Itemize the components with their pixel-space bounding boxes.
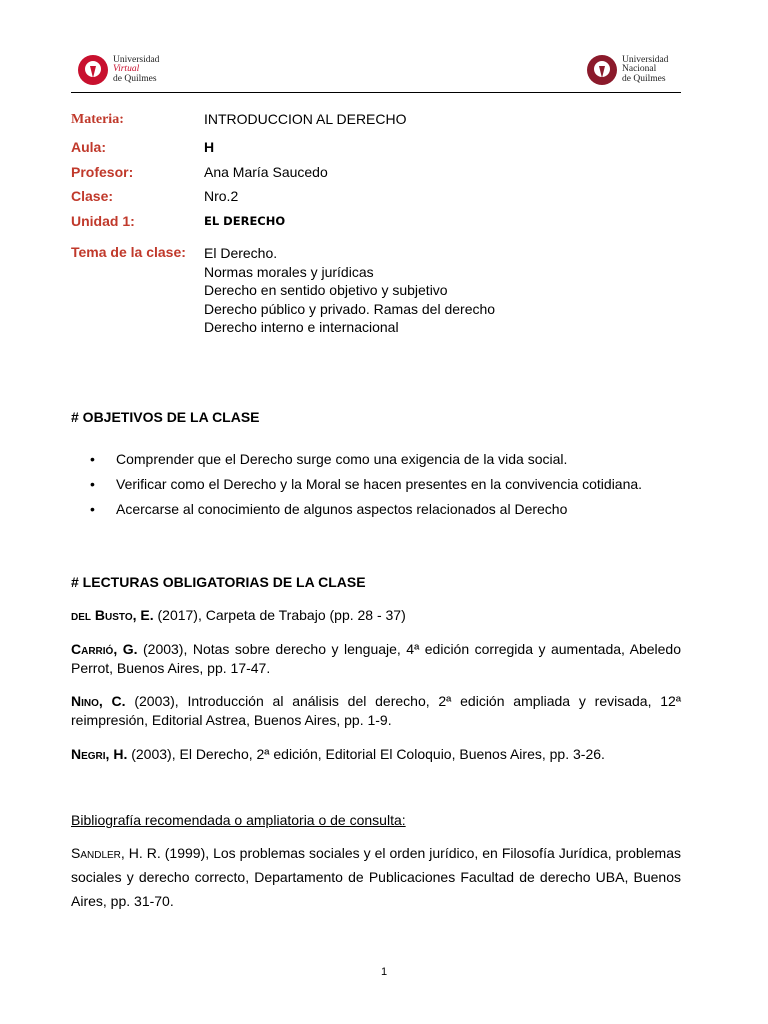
clase-value: Nro.2: [204, 188, 239, 204]
profesor-value: Ana María Saucedo: [204, 164, 328, 180]
uvq-logo-text: Universidad Virtual de Quilmes: [113, 54, 160, 84]
reading-item: [71, 640, 681, 677]
recommended-author: Sandler: [71, 845, 121, 861]
aula-label: Aula:: [71, 139, 106, 155]
materia-value: INTRODUCCION AL DERECHO: [204, 111, 407, 127]
tema-item: Derecho en sentido objetivo y subjetivo: [204, 282, 448, 298]
tema-item: Derecho público y privado. Ramas del derecho: [204, 300, 496, 317]
unidad-value: EL DERECHO: [204, 214, 286, 228]
unq-q-icon: [586, 54, 618, 86]
recommended-text: , H. R. (1999), Los problemas sociales y el orden jurídico, en Filosofía Jurídica, problemas sociales y derecho correcto, Departamento de Publicaciones Facultad de derecho UBA, Buenos Aires, pp. 31-70.: [71, 845, 681, 909]
reading-text: (2003), Introducción al análisis del derecho, 2ª edición ampliada y revisada, 12ª reimpresión, Editorial Astrea, Buenos Aires, pp. 1-9.: [71, 693, 681, 728]
clase-label: Clase:: [71, 188, 114, 204]
header-divider: [71, 92, 681, 93]
reading-author: del Busto, E.: [71, 607, 154, 623]
reading-text: (2017), Carpeta de Trabajo (pp. 28 - 37): [153, 607, 406, 623]
reading-item: [71, 692, 681, 729]
objectives-list: [90, 450, 642, 525]
tema-item: El Derecho.: [204, 245, 278, 261]
reading-author: Negri, H.: [71, 746, 128, 762]
objective-item: • Comprender que el Derecho surge como una exigencia de la vida social.: [90, 450, 642, 475]
objective-item: • Acercarse al conocimiento de algunos aspectos relacionados al Derecho: [90, 500, 642, 525]
profesor-label: Profesor:: [71, 164, 134, 180]
reading-item: [71, 745, 681, 764]
unq-logo: [586, 54, 668, 86]
page-number: 1: [380, 966, 388, 978]
tema-item: Normas morales y jurídicas: [204, 263, 374, 280]
aula-value: H: [204, 139, 215, 155]
unidad-label: Unidad 1:: [71, 213, 135, 229]
recommended-item: [71, 841, 681, 913]
unq-logo-text: Universidad Nacional de Quilmes: [622, 54, 669, 84]
reading-author: Carrió, G.: [71, 641, 138, 657]
readings-title: # LECTURAS OBLIGATORIAS DE LA CLASE: [71, 574, 366, 590]
objectives-title: # OBJETIVOS DE LA CLASE: [71, 409, 260, 425]
tema-item: Derecho interno e internacional: [204, 319, 399, 335]
reading-text: (2003), Notas sobre derecho y lenguaje, 4ª edición corregida y aumentada, Abeledo Perrot, Buenos Aires, pp. 17-47.: [71, 641, 682, 676]
reading-text: (2003), El Derecho, 2ª edición, Editorial El Coloquio, Buenos Aires, pp. 3-26.: [127, 746, 605, 762]
unq-q-icon: [77, 54, 109, 86]
recommended-heading: Bibliografía recomendada o ampliatoria o de consulta:: [71, 812, 406, 828]
tema-label: Tema de la clase:: [71, 244, 186, 260]
objective-item: • Verificar como el Derecho y la Moral se hacen presentes en la convivencia cotidiana.: [90, 475, 642, 500]
tema-list: [204, 244, 495, 337]
reading-item: [71, 606, 681, 625]
materia-label: Materia:: [71, 112, 124, 127]
uvq-logo: [77, 54, 159, 86]
reading-author: Nino, C.: [71, 693, 126, 709]
